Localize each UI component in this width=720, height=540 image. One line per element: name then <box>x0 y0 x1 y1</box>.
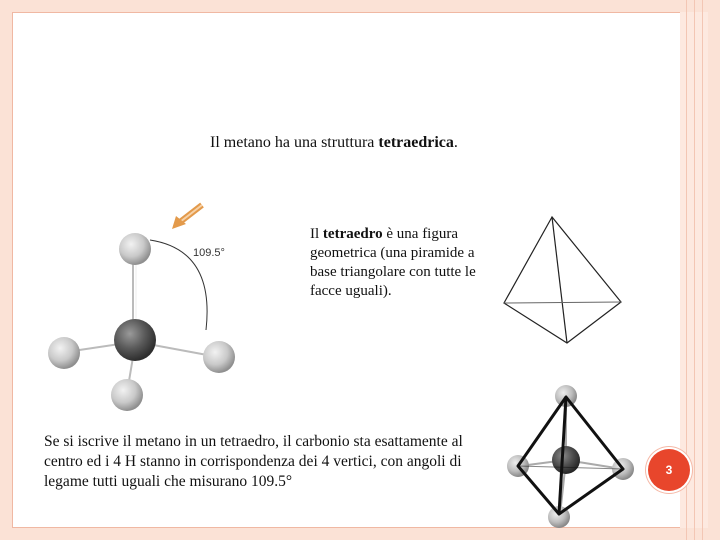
bottom-paragraph: Se si iscrive il metano in un tetraedro, il carbonio sta esattamente al centro ed i 4 H stanno in corrispondenza dei 4 vertici, con angoli di legame tutti uguali che misurano 109.5° <box>44 433 463 490</box>
page-number-badge: 3 <box>648 449 690 491</box>
title-text: Il metano ha una struttura <box>210 134 379 151</box>
title-text-end: . <box>453 134 458 151</box>
definition-bold-text: tetraedro <box>322 226 383 242</box>
definition-text: Il <box>310 226 323 242</box>
angle-label: 109.5° <box>193 247 225 259</box>
definition-text-end: è una figura geometrica (una piramide a base triangolare con tutte le facce uguali). <box>310 226 476 299</box>
title-bold-text: tetraedrica <box>378 134 454 151</box>
